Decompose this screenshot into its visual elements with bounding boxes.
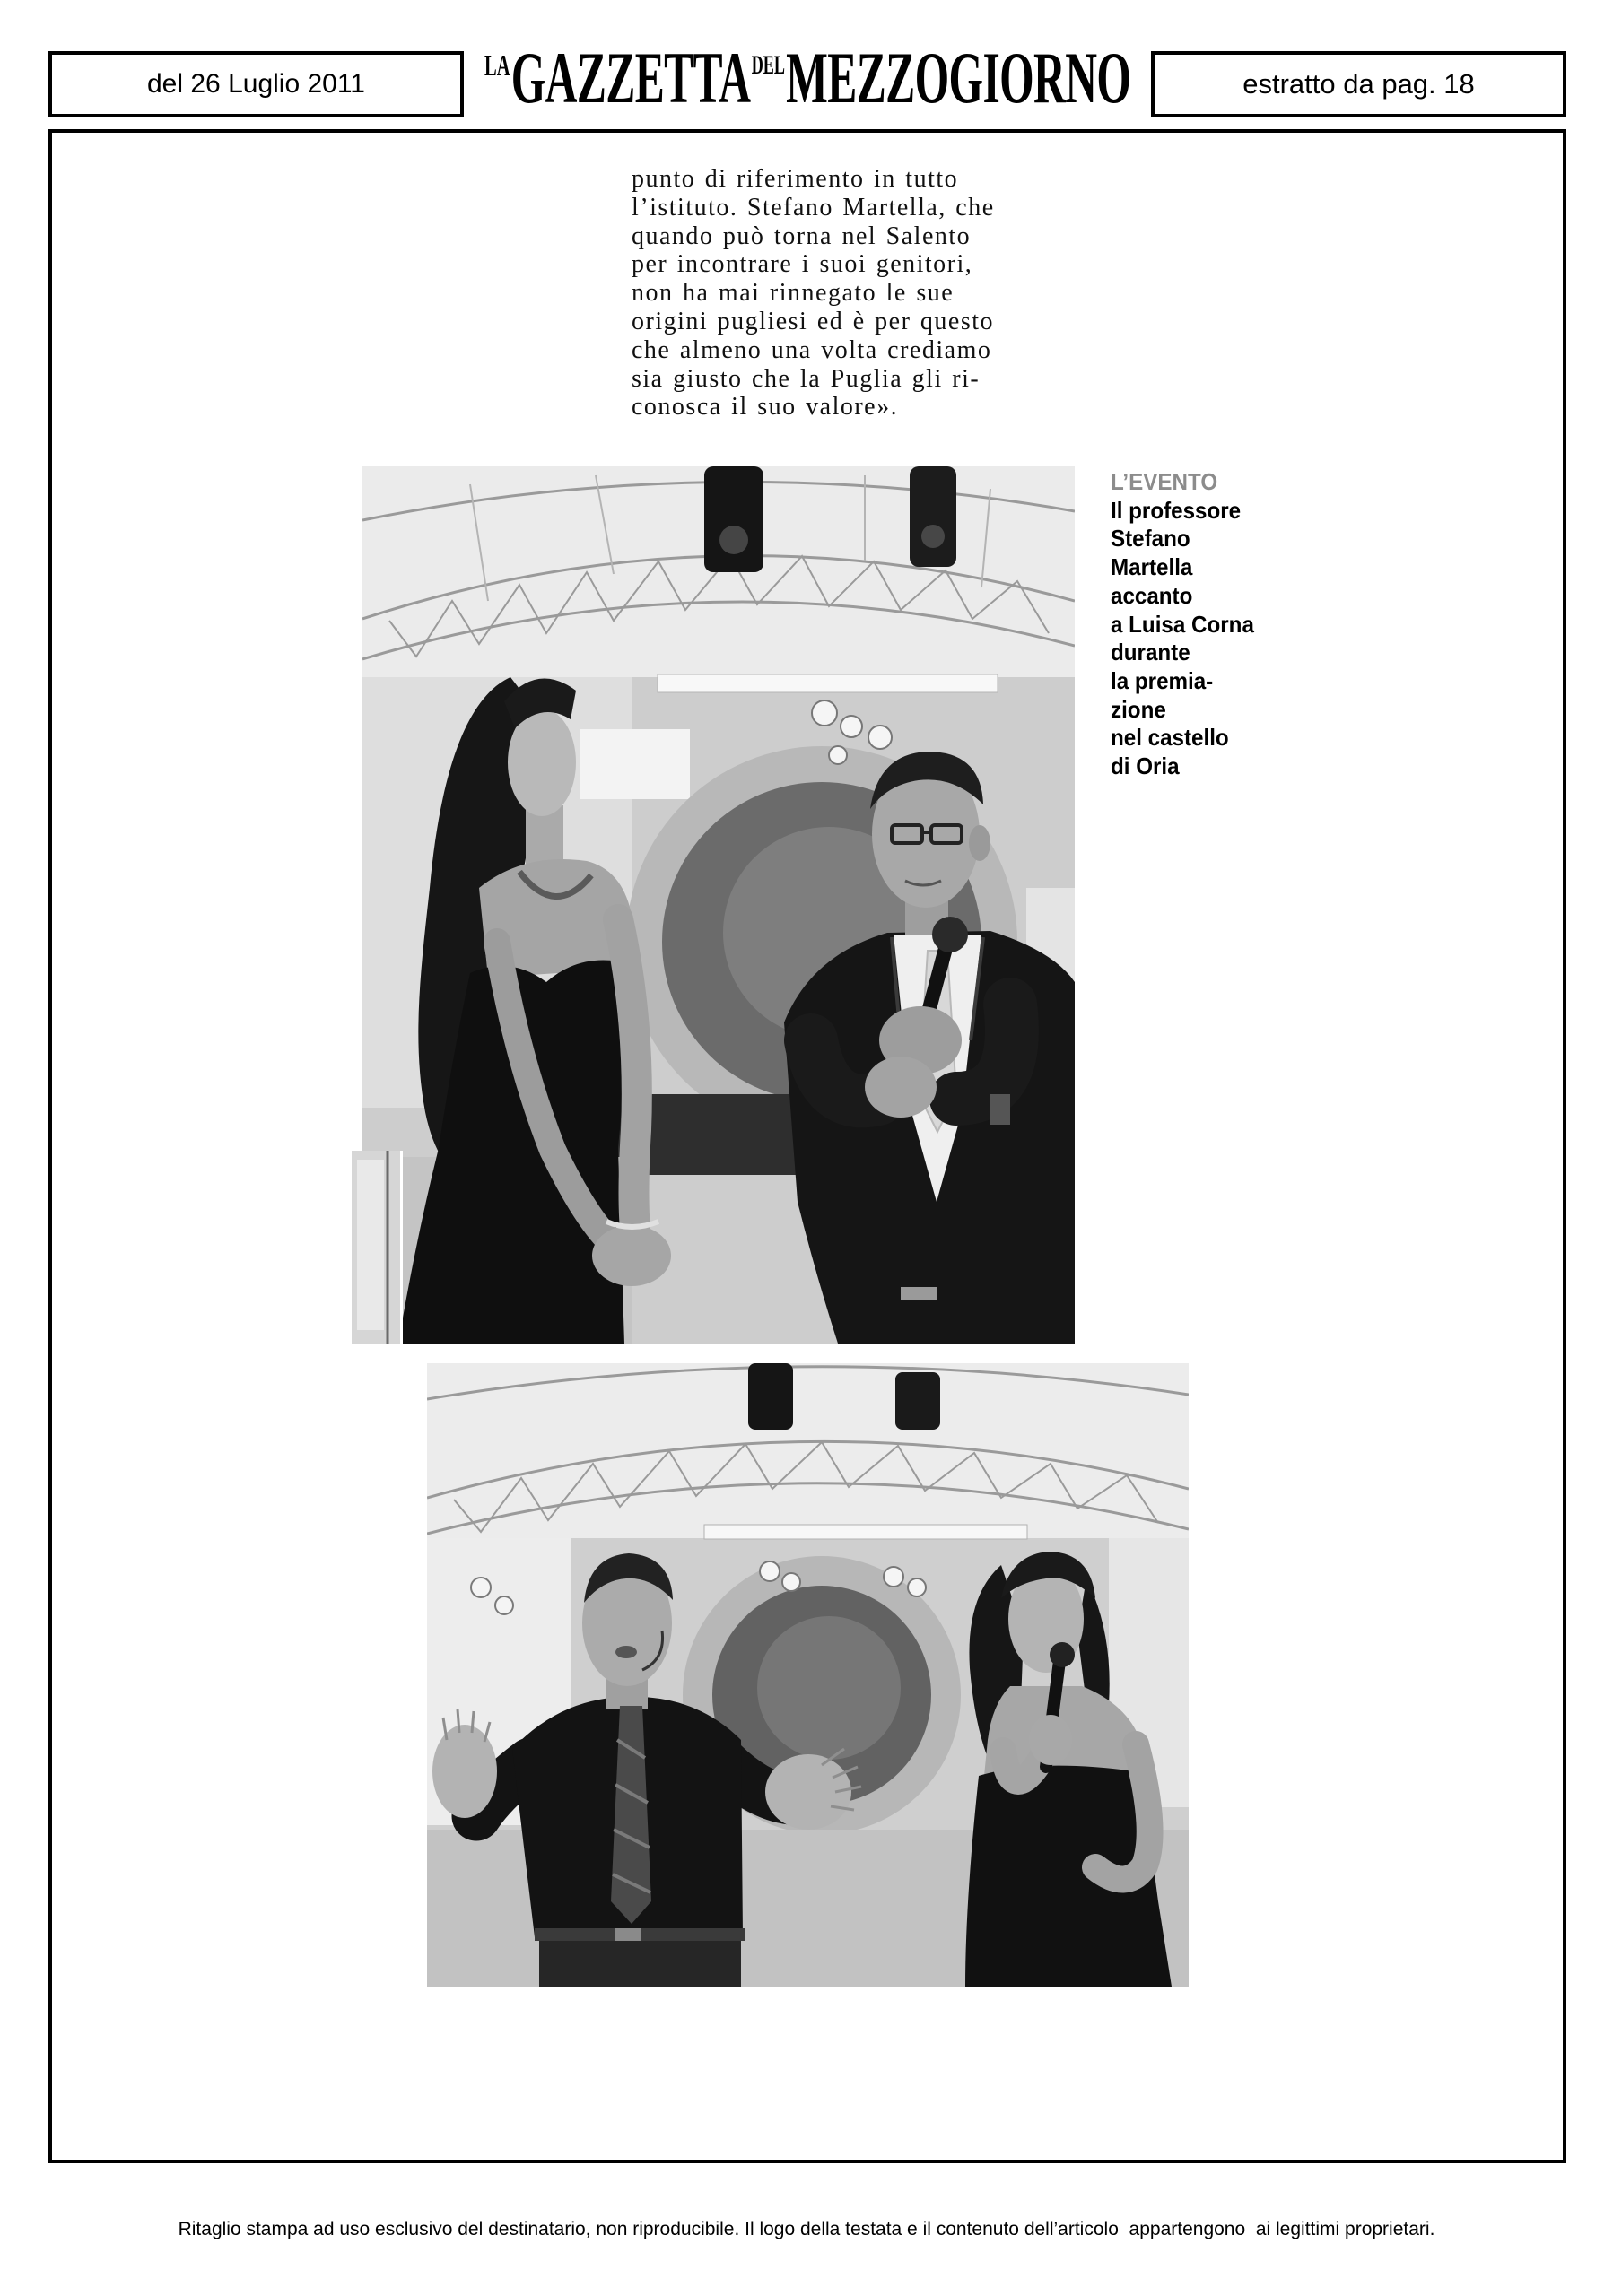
stage-light-right-lens <box>921 525 945 548</box>
article-line: origini pugliesi ed è per questo <box>632 307 995 335</box>
photo-1-inset-strip <box>352 1151 403 1344</box>
man-hand-left <box>432 1725 497 1818</box>
caption-line: a Luisa Corna <box>1111 610 1254 638</box>
man-belt-buckle <box>901 1287 937 1300</box>
photo-1-inset-image <box>352 1151 400 1344</box>
photo-caption <box>1111 468 1277 781</box>
caption-line: accanto <box>1111 581 1193 609</box>
article-line: conosca il suo valore». <box>632 393 899 422</box>
caption-line: Stefano <box>1111 525 1190 552</box>
issue-date: del 26 Luglio 2011 <box>147 69 365 99</box>
article-line: sia giusto che la Puglia gli ri- <box>632 364 981 393</box>
caption-line: durante <box>1111 639 1190 666</box>
photo-event-1 <box>362 466 1075 1344</box>
date-box <box>48 51 464 117</box>
man-jeans <box>539 1941 741 1987</box>
man-ear <box>969 825 990 861</box>
photo-2-ceiling <box>427 1363 1189 1538</box>
stage-light-left-lens <box>719 526 748 554</box>
caption-line: zione <box>1111 695 1166 723</box>
man-watch <box>990 1094 1010 1125</box>
man-belt-buckle <box>615 1928 641 1941</box>
article-line: quando può torna nel Salento <box>632 222 972 250</box>
masthead-del: DEL <box>751 50 785 80</box>
caption-kicker: L’EVENTO <box>1111 468 1218 495</box>
light-panel <box>658 674 998 692</box>
page-reference: estratto da pag. 18 <box>1242 68 1475 100</box>
masthead-logo-text <box>484 29 1130 104</box>
caption-line: Martella <box>1111 553 1193 581</box>
stage-light-left <box>748 1363 793 1430</box>
masthead-logo <box>484 29 1130 104</box>
caption-line: Il professore <box>1111 496 1242 524</box>
article-line: per incontrare i suoi genitori, <box>632 250 973 279</box>
stage-light-left <box>704 466 763 572</box>
article-line: che almeno una volta crediamo <box>632 335 992 364</box>
copyright-disclaimer: Ritaglio stampa ad uso esclusivo del destinatario, non riproducibile. Il logo della testata e il contenuto dell’articolo appartengono ai legittimi proprietari. <box>178 2219 1435 2239</box>
microphone-head <box>932 917 968 952</box>
woman-hands <box>592 1225 671 1286</box>
white-backdrop-block <box>580 729 690 799</box>
masthead-mezzogiorno: MEZZOGIORNO <box>786 37 1130 104</box>
microphone-head <box>1050 1642 1075 1667</box>
light-panel <box>704 1525 1027 1539</box>
inset-light-area <box>357 1160 384 1330</box>
round-window-texture <box>757 1616 901 1760</box>
caption-line: di Oria <box>1111 752 1180 780</box>
photo-1-image <box>362 466 1075 1344</box>
caption-line: nel castello <box>1111 724 1229 752</box>
man-hand-lower <box>865 1057 937 1118</box>
man-mouth <box>615 1646 637 1658</box>
article-line: l’istituto. Stefano Martella, che <box>632 193 995 222</box>
masthead-la: LA <box>484 49 510 83</box>
caption-line: la premia- <box>1111 666 1214 694</box>
stage-light-right <box>895 1372 940 1430</box>
woman-hand <box>1029 1715 1072 1765</box>
page-reference-box <box>1151 51 1566 117</box>
article-line: non ha mai rinnegato le sue <box>632 279 955 308</box>
stage-light-right <box>910 466 956 567</box>
masthead-gazzetta: GAZZETTA <box>510 37 751 104</box>
article-text <box>632 165 1035 422</box>
photo-event-2 <box>427 1363 1189 1987</box>
photo-2-image <box>427 1363 1189 1987</box>
article-line: punto di riferimento in tutto <box>632 165 959 193</box>
